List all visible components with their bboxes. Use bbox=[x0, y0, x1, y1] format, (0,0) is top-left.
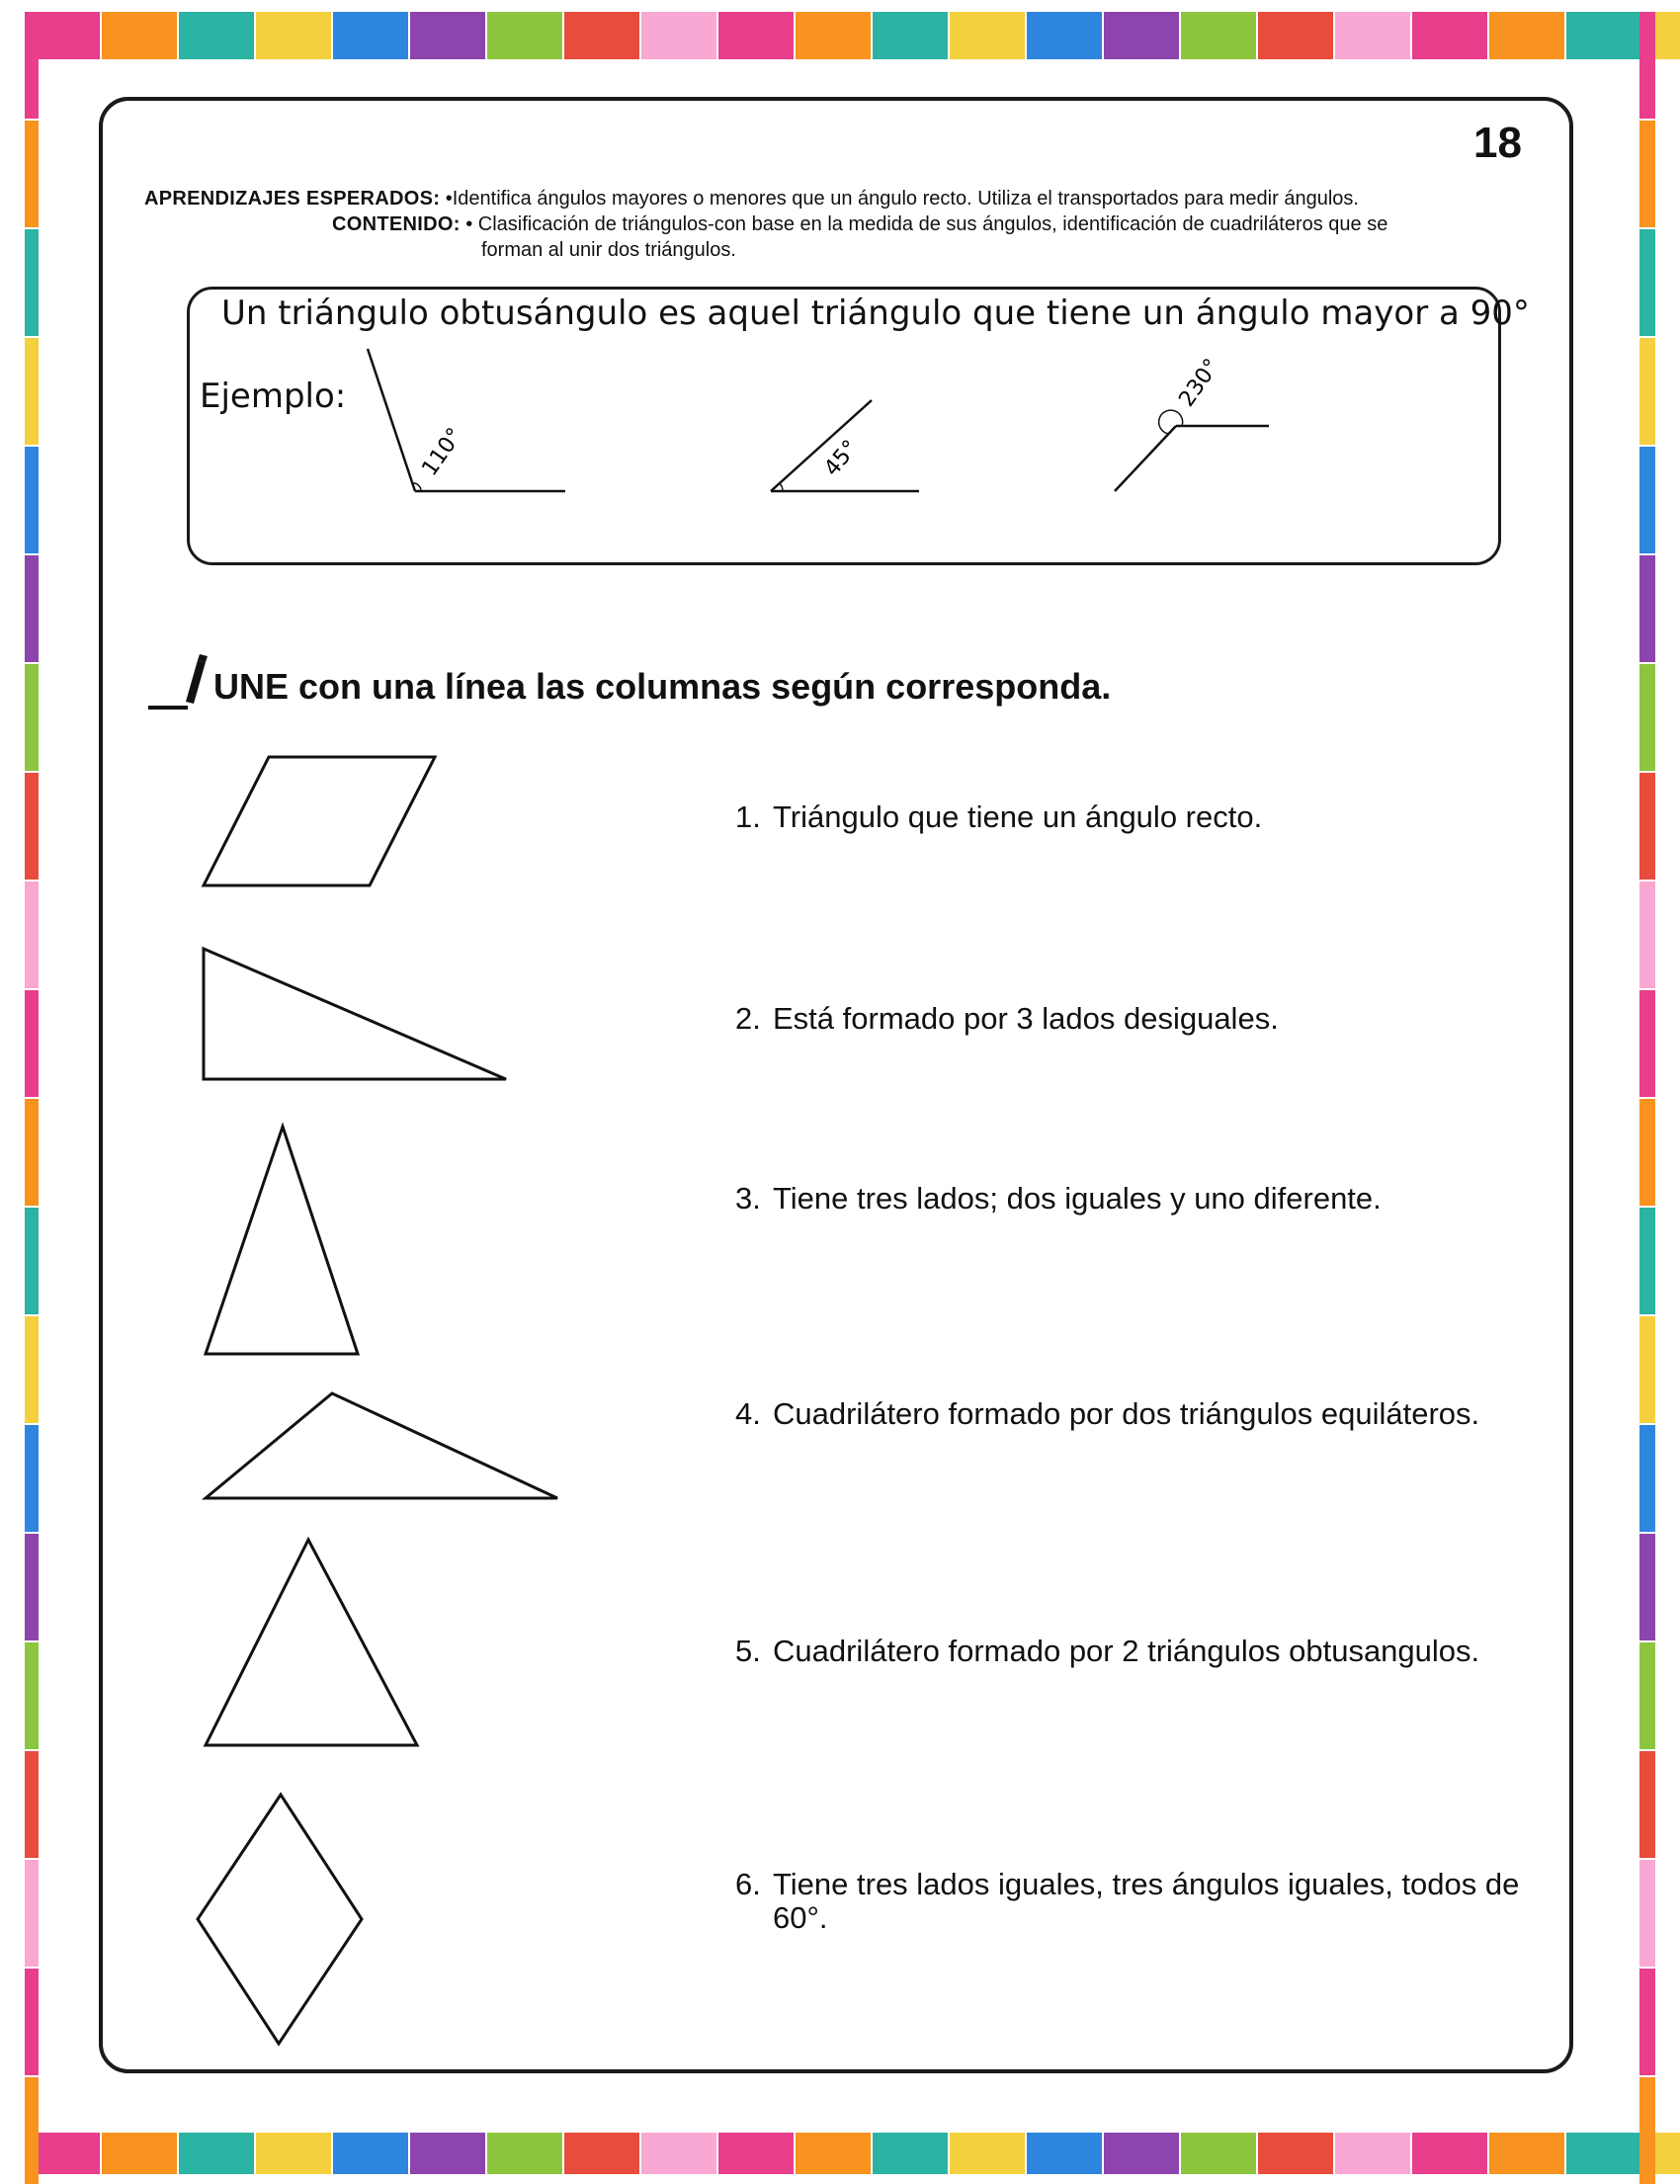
pencil-segment bbox=[1639, 990, 1655, 1097]
pencil-segment bbox=[25, 1642, 39, 1749]
pencil-segment bbox=[1104, 12, 1179, 59]
pencil-segment bbox=[25, 1316, 39, 1423]
match-item-5[interactable] bbox=[735, 1635, 1546, 1668]
pencil-segment bbox=[1412, 12, 1487, 59]
pencil-segment bbox=[25, 882, 39, 988]
pencil-segment bbox=[25, 1860, 39, 1967]
decorative-pencil-border-top bbox=[25, 12, 1655, 59]
item-number: 4. bbox=[735, 1396, 761, 1431]
angle-45-diagram bbox=[771, 400, 919, 491]
pencil-segment bbox=[1639, 664, 1655, 771]
equilateral-triangle-shape[interactable] bbox=[206, 1540, 417, 1745]
pencil-segment bbox=[1639, 229, 1655, 336]
pencil-segment bbox=[25, 664, 39, 771]
pencil-segment bbox=[102, 12, 177, 59]
rhomboid-shape[interactable] bbox=[204, 757, 435, 885]
decorative-pencil-border-bottom bbox=[25, 2133, 1655, 2174]
pencil-segment bbox=[564, 2133, 639, 2174]
item-number: 3. bbox=[735, 1181, 761, 1216]
match-item-6[interactable] bbox=[735, 1868, 1546, 1935]
pencil-segment bbox=[1335, 12, 1410, 59]
angle-230-label: 230° bbox=[1174, 354, 1225, 412]
pencil-segment bbox=[796, 2133, 871, 2174]
pencil-segment bbox=[1639, 2077, 1655, 2184]
match-item-4[interactable] bbox=[735, 1397, 1546, 1431]
content-label: CONTENIDO: bbox=[332, 213, 461, 235]
pencil-segment bbox=[1639, 1425, 1655, 1532]
item-text: Está formado por 3 lados desiguales. bbox=[773, 1001, 1279, 1036]
item-text: Tiene tres lados iguales, tres ángulos iguales, todos de 60°. bbox=[773, 1867, 1520, 1935]
pencil-segment bbox=[1639, 1642, 1655, 1749]
pencil-segment bbox=[873, 2133, 948, 2174]
pencil-segment bbox=[1258, 2133, 1333, 2174]
item-number: 5. bbox=[735, 1634, 761, 1668]
rhombus-shape[interactable] bbox=[198, 1795, 362, 2044]
pencil-segment bbox=[25, 555, 39, 662]
pencil-segment bbox=[1027, 12, 1102, 59]
item-number: 1. bbox=[735, 799, 761, 834]
pencil-segment bbox=[718, 12, 794, 59]
definition-text: Un triángulo obtusángulo es aquel triángulo que tiene un ángulo mayor a 90° bbox=[221, 294, 1530, 333]
pencil-segment bbox=[1639, 1534, 1655, 1640]
pencil-segment bbox=[1639, 1969, 1655, 2075]
pencil-segment bbox=[25, 121, 39, 227]
pencil-segment bbox=[1566, 12, 1641, 59]
item-text: Cuadrilátero formado por dos triángulos equiláteros. bbox=[773, 1396, 1480, 1431]
pencil-segment bbox=[1412, 2133, 1487, 2174]
instruction-text: UNE con una línea las columnas según corresponda. bbox=[213, 666, 1112, 707]
obtuse-triangle-shape[interactable] bbox=[206, 1393, 557, 1498]
pencil-segment bbox=[333, 12, 408, 59]
pencil-segment bbox=[950, 2133, 1025, 2174]
pencil-segment bbox=[25, 338, 39, 445]
pencil-segment bbox=[1639, 1751, 1655, 1858]
worksheet-panel bbox=[99, 97, 1573, 2073]
pencil-segment bbox=[1258, 12, 1333, 59]
pencil-segment bbox=[1639, 882, 1655, 988]
pencil-segment bbox=[718, 2133, 794, 2174]
learning-outcomes-label: APRENDIZAJES ESPERADOS: bbox=[144, 188, 441, 210]
right-triangle-shape[interactable] bbox=[204, 949, 506, 1079]
match-item-2[interactable] bbox=[735, 1002, 1546, 1036]
pencil-segment bbox=[1181, 12, 1256, 59]
pencil-segment bbox=[25, 1208, 39, 1314]
angle-230-diagram bbox=[1115, 355, 1269, 491]
content-text-line1: • Clasificación de triángulos-con base en la medida de sus ángulos, identificación de cuadriláteros que se bbox=[465, 213, 1388, 235]
pencil-segment bbox=[25, 12, 39, 119]
pencil-segment bbox=[333, 2133, 408, 2174]
pencil-segment bbox=[1639, 1316, 1655, 1423]
decorative-pencil-border-left bbox=[25, 12, 39, 2174]
pencil-segment bbox=[1639, 447, 1655, 553]
item-number: 6. bbox=[735, 1867, 761, 1901]
pencil-segment bbox=[487, 12, 562, 59]
angle-110-label: 110° bbox=[417, 423, 468, 481]
pencil-segment bbox=[25, 1751, 39, 1858]
pencil-segment bbox=[25, 990, 39, 1097]
pencil-segment bbox=[25, 1534, 39, 1640]
pencil-segment bbox=[1639, 773, 1655, 880]
match-item-3[interactable] bbox=[735, 1182, 1546, 1216]
pencil-segment bbox=[1639, 12, 1655, 119]
pencil-segment bbox=[1639, 1208, 1655, 1314]
pencil-segment bbox=[1181, 2133, 1256, 2174]
pencil-segment bbox=[179, 12, 254, 59]
pencil-segment bbox=[1335, 2133, 1410, 2174]
pencil-segment bbox=[25, 447, 39, 553]
pencil-segment bbox=[1639, 338, 1655, 445]
pencil-segment bbox=[25, 773, 39, 880]
pencil-segment bbox=[1566, 2133, 1641, 2174]
pencil-segment bbox=[410, 2133, 485, 2174]
match-item-1[interactable] bbox=[735, 800, 1546, 834]
content-text-line2: forman al unir dos triángulos. bbox=[481, 239, 736, 261]
pencil-segment bbox=[25, 1099, 39, 1206]
pencil-segment bbox=[25, 1425, 39, 1532]
shapes-column bbox=[103, 101, 656, 2077]
pencil-segment bbox=[641, 2133, 716, 2174]
pencil-segment bbox=[1489, 12, 1564, 59]
pencil-segment bbox=[564, 12, 639, 59]
pencil-segment bbox=[410, 12, 485, 59]
item-text: Cuadrilátero formado por 2 triángulos obtusangulos. bbox=[773, 1634, 1480, 1668]
page-number: 18 bbox=[1473, 119, 1522, 167]
item-number: 2. bbox=[735, 1001, 761, 1036]
pencil-segment bbox=[873, 12, 948, 59]
pencil-segment bbox=[1639, 1860, 1655, 1967]
pencil-segment bbox=[1027, 2133, 1102, 2174]
pencil-segment bbox=[256, 12, 331, 59]
learning-outcomes-text: •Identifica ángulos mayores o menores que un ángulo recto. Utiliza el transportados para medir ángulos. bbox=[445, 188, 1359, 210]
pencil-segment bbox=[256, 2133, 331, 2174]
pencil-segment bbox=[1489, 2133, 1564, 2174]
pencil-segment bbox=[950, 12, 1025, 59]
pencil-segment bbox=[25, 1969, 39, 2075]
example-label: Ejemplo: bbox=[200, 377, 347, 416]
pencil-segment bbox=[487, 2133, 562, 2174]
pencil-segment bbox=[179, 2133, 254, 2174]
pencil-segment bbox=[102, 2133, 177, 2174]
pencil-segment bbox=[1639, 121, 1655, 227]
item-text: Triángulo que tiene un ángulo recto. bbox=[773, 799, 1263, 834]
isosceles-triangle-shape[interactable] bbox=[206, 1127, 358, 1354]
decorative-pencil-border-right bbox=[1639, 12, 1655, 2174]
pencil-segment bbox=[1639, 555, 1655, 662]
pencil-segment bbox=[796, 12, 871, 59]
pencil-segment bbox=[1639, 1099, 1655, 1206]
pencil-segment bbox=[641, 12, 716, 59]
pencil-segment bbox=[25, 2077, 39, 2184]
angle-45-label: 45° bbox=[819, 435, 864, 481]
item-text: Tiene tres lados; dos iguales y uno diferente. bbox=[773, 1181, 1382, 1216]
pencil-segment bbox=[25, 229, 39, 336]
pencil-segment bbox=[1104, 2133, 1179, 2174]
